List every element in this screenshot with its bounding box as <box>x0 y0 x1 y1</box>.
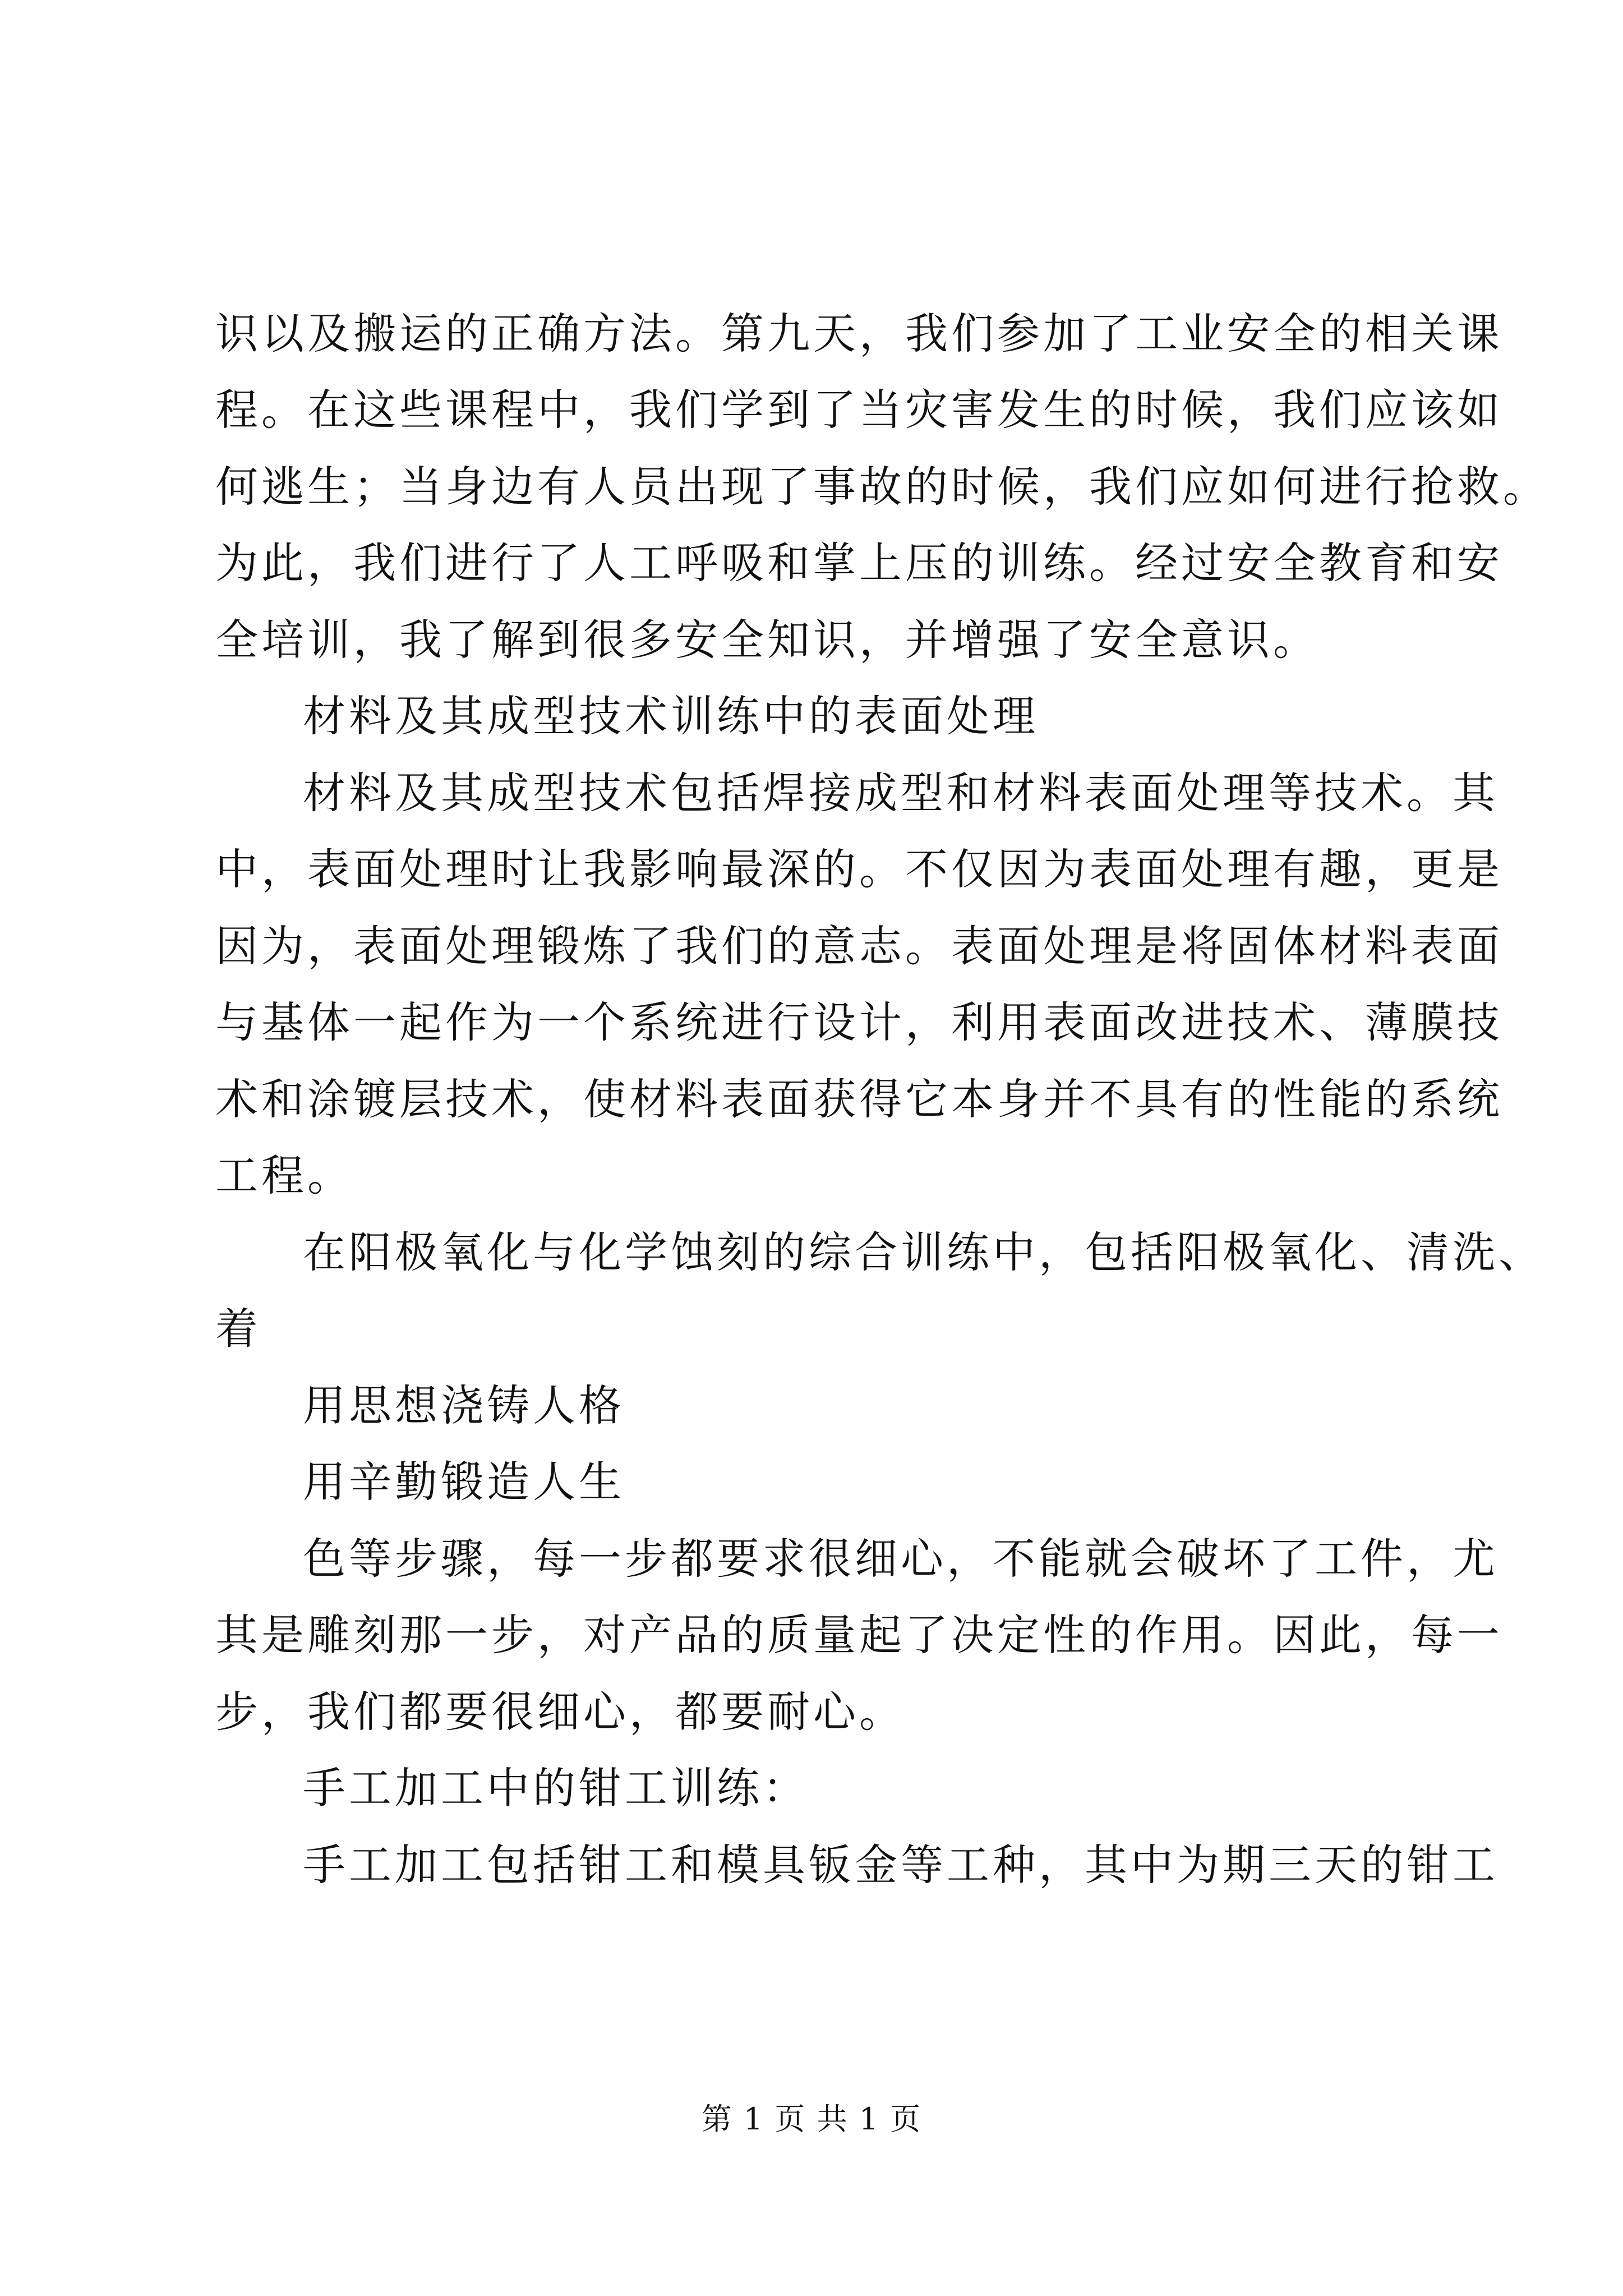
paragraph-line: 在阳极氧化与化学蚀刻的综合训练中，包括阳极氧化、清洗、 <box>303 1227 1544 1277</box>
section-heading-fitter-training: 手工加工中的钳工训练： <box>303 1763 809 1813</box>
paragraph-line: 识以及搬运的正确方法。第九天，我们参加了工业安全的相关课 <box>215 309 1503 358</box>
paragraph-line: 步，我们都要很细心，都要耐心。 <box>215 1687 905 1737</box>
paragraph-line: 中，表面处理时让我影响最深的。不仅因为表面处理有趣，更是 <box>215 844 1503 894</box>
paragraph-line: 其是雕刻那一步，对产品的质量起了决定性的作用。因此，每一 <box>215 1610 1503 1660</box>
motto-line: 用思想浇铸人格 <box>303 1381 625 1430</box>
paragraph-line: 因为，表面处理锻炼了我们的意志。表面处理是将固体材料表面 <box>215 921 1503 971</box>
paragraph-line: 为此，我们进行了人工呼吸和掌上压的训练。经过安全教育和安 <box>215 538 1503 588</box>
motto-line: 用辛勤锻造人生 <box>303 1457 625 1507</box>
paragraph-line: 与基体一起作为一个系统进行设计，利用表面改进技术、薄膜技 <box>215 997 1503 1047</box>
paragraph-line: 程。在这些课程中，我们学到了当灾害发生的时候，我们应该如 <box>215 385 1503 435</box>
paragraph-line: 色等步骤，每一步都要求很细心，不能就会破坏了工件，尤 <box>303 1534 1498 1584</box>
paragraph-line: 着 <box>215 1304 261 1354</box>
paragraph-line: 手工加工包括钳工和模具钣金等工种，其中为期三天的钳工 <box>303 1840 1498 1890</box>
section-heading-surface-treatment: 材料及其成型技术训练中的表面处理 <box>303 691 1039 741</box>
paragraph-line: 材料及其成型技术包括焊接成型和材料表面处理等技术。其 <box>303 768 1498 818</box>
paragraph-line: 工程。 <box>215 1151 353 1200</box>
paragraph-line: 全培训，我了解到很多安全知识，并增强了安全意识。 <box>215 615 1319 665</box>
page-footer: 第 1 页 共 1 页 <box>701 2101 922 2137</box>
paragraph-line: 何逃生；当身边有人员出现了事故的时候，我们应如何进行抢救。 <box>215 462 1549 512</box>
paragraph-line: 术和涂镀层技术，使材料表面获得它本身并不具有的性能的系统 <box>215 1074 1503 1124</box>
